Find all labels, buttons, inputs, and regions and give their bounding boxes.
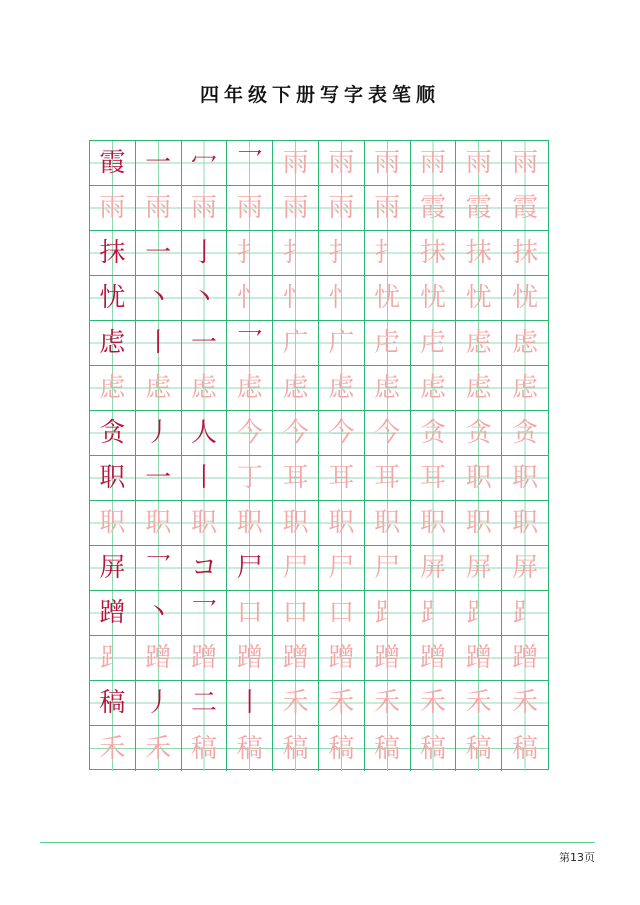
stroke-step-character: 尸: [236, 553, 263, 583]
stroke-step-character: ⻊: [374, 598, 401, 628]
stroke-step-cell: [136, 411, 182, 456]
stroke-step-cell: [365, 186, 411, 231]
model-character-cell: [90, 321, 136, 366]
stroke-step-character: 耳: [374, 463, 401, 493]
stroke-step-character: 职: [512, 463, 539, 493]
stroke-step-cell: [136, 501, 182, 546]
stroke-step-cell: [182, 411, 228, 456]
stroke-step-cell: [319, 456, 365, 501]
stroke-step-character: 职: [512, 508, 539, 538]
stroke-step-character: 忄: [282, 283, 309, 313]
stroke-step-cell: [319, 501, 365, 546]
model-character-cell: [90, 681, 136, 726]
stroke-step-cell: [502, 501, 548, 546]
stroke-step-character: 稿: [512, 733, 539, 764]
stroke-step-cell: [227, 681, 273, 726]
model-character-cell: [90, 141, 136, 186]
stroke-step-character: 雨: [374, 148, 401, 178]
stroke-step-character: 一: [145, 463, 172, 493]
stroke-step-cell: [365, 591, 411, 636]
stroke-step-cell: [182, 366, 228, 411]
stroke-step-character: 虑: [328, 373, 355, 403]
stroke-step-character: 亅: [190, 238, 217, 268]
grid-row: [90, 141, 548, 186]
stroke-step-cell: [456, 276, 502, 321]
stroke-step-character: 蹭: [419, 643, 446, 673]
stroke-step-character: 虑: [236, 373, 263, 403]
stroke-step-cell: [411, 501, 457, 546]
stroke-step-cell: [502, 141, 548, 186]
grid-row: [90, 411, 548, 456]
stroke-step-cell: [136, 231, 182, 276]
grid-row: [90, 186, 548, 231]
stroke-step-cell: [136, 681, 182, 726]
stroke-step-character: 雨: [328, 148, 355, 178]
stroke-step-character: 口: [236, 598, 263, 628]
stroke-step-cell: [136, 636, 182, 681]
stroke-step-character: 禾: [145, 733, 172, 764]
stroke-step-cell: [319, 591, 365, 636]
stroke-step-cell: [182, 726, 228, 771]
stroke-step-cell: [502, 321, 548, 366]
stroke-step-cell: [227, 231, 273, 276]
stroke-step-character: 屏: [512, 553, 539, 583]
stroke-step-cell: [319, 411, 365, 456]
stroke-step-character: 贪: [419, 418, 446, 448]
stroke-step-cell: [273, 546, 319, 591]
stroke-step-character: 尸: [328, 553, 355, 583]
stroke-step-cell: [273, 636, 319, 681]
stroke-step-cell: [136, 456, 182, 501]
model-character: 稿: [99, 688, 126, 718]
stroke-step-cell: [456, 726, 502, 771]
stroke-step-cell: [319, 366, 365, 411]
stroke-step-cell: [182, 141, 228, 186]
stroke-step-cell: [227, 276, 273, 321]
stroke-step-character: 乛: [190, 598, 217, 628]
grid-row: [90, 231, 548, 276]
stroke-step-character: 扌: [328, 238, 355, 268]
stroke-step-character: 一: [145, 238, 172, 268]
stroke-step-cell: [182, 681, 228, 726]
stroke-step-cell: [90, 366, 136, 411]
stroke-step-cell: [90, 186, 136, 231]
stroke-step-character: 霞: [465, 193, 492, 223]
stroke-step-cell: [456, 411, 502, 456]
stroke-step-character: 雨: [282, 148, 309, 178]
stroke-step-cell: [411, 681, 457, 726]
stroke-step-cell: [90, 726, 136, 771]
stroke-step-cell: [182, 501, 228, 546]
stroke-step-character: 虑: [465, 328, 492, 358]
stroke-step-cell: [411, 726, 457, 771]
stroke-step-cell: [136, 546, 182, 591]
stroke-step-cell: [502, 411, 548, 456]
model-character: 职: [99, 463, 126, 493]
stroke-step-character: 虑: [374, 373, 401, 403]
stroke-step-cell: [456, 456, 502, 501]
stroke-step-cell: [227, 186, 273, 231]
stroke-step-character: 雨: [419, 148, 446, 178]
stroke-step-character: 丁: [236, 463, 263, 493]
stroke-step-character: 丨: [190, 463, 217, 493]
stroke-step-character: 雨: [236, 193, 263, 223]
stroke-step-cell: [365, 231, 411, 276]
stroke-step-cell: [182, 276, 228, 321]
stroke-step-character: 雨: [99, 193, 126, 223]
stroke-step-cell: [227, 141, 273, 186]
stroke-step-cell: [411, 321, 457, 366]
stroke-step-cell: [456, 321, 502, 366]
stroke-step-cell: [136, 321, 182, 366]
grid-row: [90, 321, 548, 366]
stroke-step-cell: [456, 591, 502, 636]
stroke-step-cell: [182, 456, 228, 501]
stroke-step-character: 乛: [236, 148, 263, 178]
stroke-step-cell: [182, 546, 228, 591]
stroke-step-cell: [502, 636, 548, 681]
stroke-step-cell: [227, 501, 273, 546]
stroke-step-cell: [136, 726, 182, 771]
stroke-step-character: 虍: [419, 328, 446, 358]
stroke-step-character: 稿: [282, 733, 309, 764]
stroke-step-cell: [227, 591, 273, 636]
stroke-step-character: 忧: [512, 283, 539, 313]
stroke-step-character: 丿: [145, 688, 172, 718]
stroke-step-cell: [182, 321, 228, 366]
stroke-step-character: 广: [328, 328, 355, 358]
stroke-step-character: 蹭: [374, 643, 401, 673]
stroke-step-character: 贪: [512, 418, 539, 448]
stroke-step-character: 丨: [145, 328, 172, 358]
stroke-step-cell: [411, 411, 457, 456]
stroke-step-character: 扌: [374, 238, 401, 268]
stroke-step-character: 雨: [190, 193, 217, 223]
stroke-step-cell: [365, 366, 411, 411]
stroke-step-character: 雨: [512, 148, 539, 178]
stroke-step-cell: [502, 231, 548, 276]
stroke-step-cell: [182, 186, 228, 231]
stroke-step-character: 丶: [145, 598, 172, 628]
model-character-cell: [90, 546, 136, 591]
stroke-step-cell: [365, 636, 411, 681]
stroke-step-character: 虑: [99, 373, 126, 403]
stroke-step-cell: [227, 456, 273, 501]
stroke-step-cell: [502, 546, 548, 591]
stroke-step-cell: [502, 591, 548, 636]
stroke-step-cell: [273, 591, 319, 636]
page-title: 四年级下册写字表笔顺: [199, 84, 440, 106]
stroke-step-cell: [365, 726, 411, 771]
stroke-step-character: 丶: [145, 283, 172, 313]
stroke-step-cell: [411, 546, 457, 591]
stroke-step-character: 耳: [328, 463, 355, 493]
stroke-step-character: 蹭: [236, 643, 263, 673]
stroke-step-cell: [411, 366, 457, 411]
stroke-step-cell: [273, 681, 319, 726]
stroke-step-cell: [227, 366, 273, 411]
stroke-step-cell: [182, 636, 228, 681]
stroke-step-cell: [411, 141, 457, 186]
stroke-step-cell: [182, 231, 228, 276]
stroke-step-character: 冖: [190, 148, 217, 178]
grid-row: [90, 276, 548, 321]
stroke-step-cell: [90, 636, 136, 681]
stroke-step-character: 稿: [374, 733, 401, 764]
stroke-step-cell: [365, 456, 411, 501]
stroke-step-character: 职: [190, 508, 217, 538]
stroke-step-cell: [227, 411, 273, 456]
stroke-step-character: 职: [99, 508, 126, 538]
stroke-step-character: 耳: [419, 463, 446, 493]
stroke-step-character: 稿: [328, 733, 355, 764]
stroke-step-character: ⻊: [465, 598, 492, 628]
stroke-step-character: 雨: [282, 193, 309, 223]
stroke-step-character: 忧: [419, 283, 446, 313]
stroke-step-character: 二: [190, 688, 217, 718]
stroke-step-character: ⻊: [99, 643, 126, 673]
stroke-step-character: 虑: [419, 373, 446, 403]
stroke-step-character: 今: [236, 418, 263, 448]
stroke-step-character: 虍: [374, 328, 401, 358]
model-character-cell: [90, 456, 136, 501]
stroke-step-character: 忄: [328, 283, 355, 313]
stroke-step-cell: [502, 726, 548, 771]
stroke-step-character: 稿: [465, 733, 492, 764]
stroke-step-character: 尸: [282, 553, 309, 583]
stroke-step-cell: [227, 546, 273, 591]
stroke-step-character: 雨: [465, 148, 492, 178]
stroke-step-cell: [273, 231, 319, 276]
stroke-step-cell: [136, 591, 182, 636]
stroke-step-character: 乛: [236, 328, 263, 358]
stroke-step-character: 禾: [512, 688, 539, 718]
stroke-step-character: 尸: [374, 553, 401, 583]
stroke-step-cell: [456, 366, 502, 411]
stroke-step-cell: [273, 321, 319, 366]
grid-row: [90, 456, 548, 501]
model-character: 蹭: [99, 598, 126, 628]
stroke-step-character: 丿: [145, 418, 172, 448]
stroke-step-character: コ: [190, 553, 217, 583]
stroke-step-cell: [319, 546, 365, 591]
stroke-step-character: 蹭: [145, 643, 172, 673]
stroke-step-cell: [273, 411, 319, 456]
stroke-step-cell: [227, 321, 273, 366]
stroke-step-character: 禾: [328, 688, 355, 718]
stroke-step-character: 虑: [512, 373, 539, 403]
model-character: 霞: [99, 148, 126, 178]
stroke-step-cell: [319, 186, 365, 231]
grid-row: [90, 546, 548, 591]
stroke-step-cell: [456, 186, 502, 231]
stroke-step-character: 一: [190, 328, 217, 358]
stroke-step-cell: [182, 591, 228, 636]
stroke-step-cell: [319, 726, 365, 771]
stroke-step-character: 今: [282, 418, 309, 448]
stroke-step-cell: [411, 231, 457, 276]
stroke-step-cell: [273, 501, 319, 546]
stroke-step-character: 稿: [419, 733, 446, 764]
model-character-cell: [90, 276, 136, 321]
stroke-step-cell: [136, 141, 182, 186]
stroke-step-cell: [456, 681, 502, 726]
stroke-step-character: 职: [465, 463, 492, 493]
stroke-step-character: 抹: [419, 238, 446, 268]
stroke-step-character: 虑: [465, 373, 492, 403]
model-character-cell: [90, 591, 136, 636]
stroke-step-cell: [136, 186, 182, 231]
stroke-step-character: 广: [282, 328, 309, 358]
stroke-step-character: 忧: [465, 283, 492, 313]
stroke-step-character: 虑: [190, 373, 217, 403]
stroke-step-character: 口: [282, 598, 309, 628]
stroke-step-character: 职: [328, 508, 355, 538]
model-character: 忧: [99, 283, 126, 313]
stroke-step-character: 耳: [282, 463, 309, 493]
stroke-step-character: 虑: [512, 328, 539, 358]
model-character: 贪: [99, 418, 126, 448]
stroke-step-character: 雨: [145, 193, 172, 223]
stroke-step-character: 屏: [465, 553, 492, 583]
stroke-step-character: 蹭: [282, 643, 309, 673]
stroke-step-cell: [90, 501, 136, 546]
stroke-step-character: 丶: [190, 283, 217, 313]
stroke-step-cell: [319, 141, 365, 186]
stroke-step-cell: [502, 186, 548, 231]
stroke-step-cell: [365, 276, 411, 321]
stroke-step-cell: [365, 411, 411, 456]
stroke-step-cell: [136, 276, 182, 321]
model-character: 虑: [99, 328, 126, 358]
stroke-step-character: 丨: [236, 688, 263, 718]
stroke-step-cell: [502, 681, 548, 726]
stroke-step-character: 蹭: [190, 643, 217, 673]
stroke-step-character: 人: [190, 418, 217, 448]
stroke-step-cell: [319, 321, 365, 366]
stroke-step-cell: [273, 366, 319, 411]
grid-row: [90, 501, 548, 546]
grid-row: [90, 366, 548, 411]
model-character: 抹: [99, 238, 126, 268]
stroke-step-character: 抹: [465, 238, 492, 268]
stroke-step-cell: [411, 276, 457, 321]
stroke-step-character: 蹭: [328, 643, 355, 673]
stroke-step-cell: [273, 141, 319, 186]
grid-row: [90, 591, 548, 636]
stroke-step-cell: [273, 456, 319, 501]
stroke-step-character: 一: [145, 148, 172, 178]
page-number: 第13页: [559, 851, 595, 864]
stroke-order-grid: [89, 140, 549, 770]
stroke-step-cell: [319, 636, 365, 681]
stroke-step-character: 虑: [145, 373, 172, 403]
stroke-step-cell: [502, 366, 548, 411]
stroke-step-cell: [456, 546, 502, 591]
stroke-step-cell: [456, 636, 502, 681]
stroke-step-cell: [411, 186, 457, 231]
stroke-step-character: 禾: [374, 688, 401, 718]
stroke-step-character: 虑: [282, 373, 309, 403]
model-character: 屏: [99, 553, 126, 583]
stroke-step-character: 乛: [145, 553, 172, 583]
stroke-step-character: 贪: [465, 418, 492, 448]
stroke-step-cell: [456, 231, 502, 276]
stroke-step-cell: [273, 726, 319, 771]
stroke-step-character: 稿: [190, 733, 217, 764]
stroke-step-character: 今: [374, 418, 401, 448]
stroke-step-character: 职: [282, 508, 309, 538]
stroke-step-cell: [319, 276, 365, 321]
stroke-step-cell: [273, 276, 319, 321]
stroke-step-character: 禾: [465, 688, 492, 718]
stroke-step-character: 职: [374, 508, 401, 538]
stroke-step-character: ⻊: [419, 598, 446, 628]
stroke-step-cell: [502, 276, 548, 321]
stroke-step-cell: [365, 501, 411, 546]
stroke-step-character: 忧: [374, 283, 401, 313]
stroke-step-character: 禾: [419, 688, 446, 718]
stroke-step-cell: [411, 636, 457, 681]
stroke-step-cell: [319, 231, 365, 276]
stroke-step-character: 蹭: [465, 643, 492, 673]
stroke-step-character: 蹭: [512, 643, 539, 673]
stroke-step-cell: [136, 366, 182, 411]
stroke-step-cell: [456, 141, 502, 186]
stroke-step-cell: [365, 321, 411, 366]
footer-divider: [40, 842, 595, 843]
model-character-cell: [90, 231, 136, 276]
grid-row: [90, 636, 548, 681]
stroke-step-cell: [411, 591, 457, 636]
grid-row: [90, 726, 548, 771]
stroke-step-cell: [227, 636, 273, 681]
model-character-cell: [90, 411, 136, 456]
stroke-step-character: 职: [236, 508, 263, 538]
stroke-step-character: 霞: [512, 193, 539, 223]
stroke-step-cell: [319, 681, 365, 726]
stroke-step-cell: [365, 546, 411, 591]
stroke-step-character: 今: [328, 418, 355, 448]
stroke-step-character: 扌: [236, 238, 263, 268]
stroke-step-cell: [411, 456, 457, 501]
grid-row: [90, 681, 548, 726]
stroke-step-character: 口: [328, 598, 355, 628]
stroke-step-character: 忄: [236, 283, 263, 313]
stroke-step-character: ⻊: [512, 598, 539, 628]
stroke-step-cell: [456, 501, 502, 546]
stroke-step-character: 职: [145, 508, 172, 538]
stroke-step-character: 扌: [282, 238, 309, 268]
stroke-step-cell: [502, 456, 548, 501]
stroke-step-cell: [273, 186, 319, 231]
stroke-step-character: 职: [419, 508, 446, 538]
stroke-step-character: 霞: [419, 193, 446, 223]
stroke-step-character: 雨: [374, 193, 401, 223]
stroke-step-character: 雨: [328, 193, 355, 223]
stroke-step-character: 抹: [512, 238, 539, 268]
stroke-step-character: 职: [465, 508, 492, 538]
stroke-step-cell: [365, 681, 411, 726]
stroke-step-character: 禾: [282, 688, 309, 718]
stroke-step-cell: [365, 141, 411, 186]
stroke-step-character: 稿: [236, 733, 263, 764]
stroke-step-character: 屏: [419, 553, 446, 583]
stroke-step-cell: [227, 726, 273, 771]
stroke-step-character: 禾: [99, 733, 126, 764]
